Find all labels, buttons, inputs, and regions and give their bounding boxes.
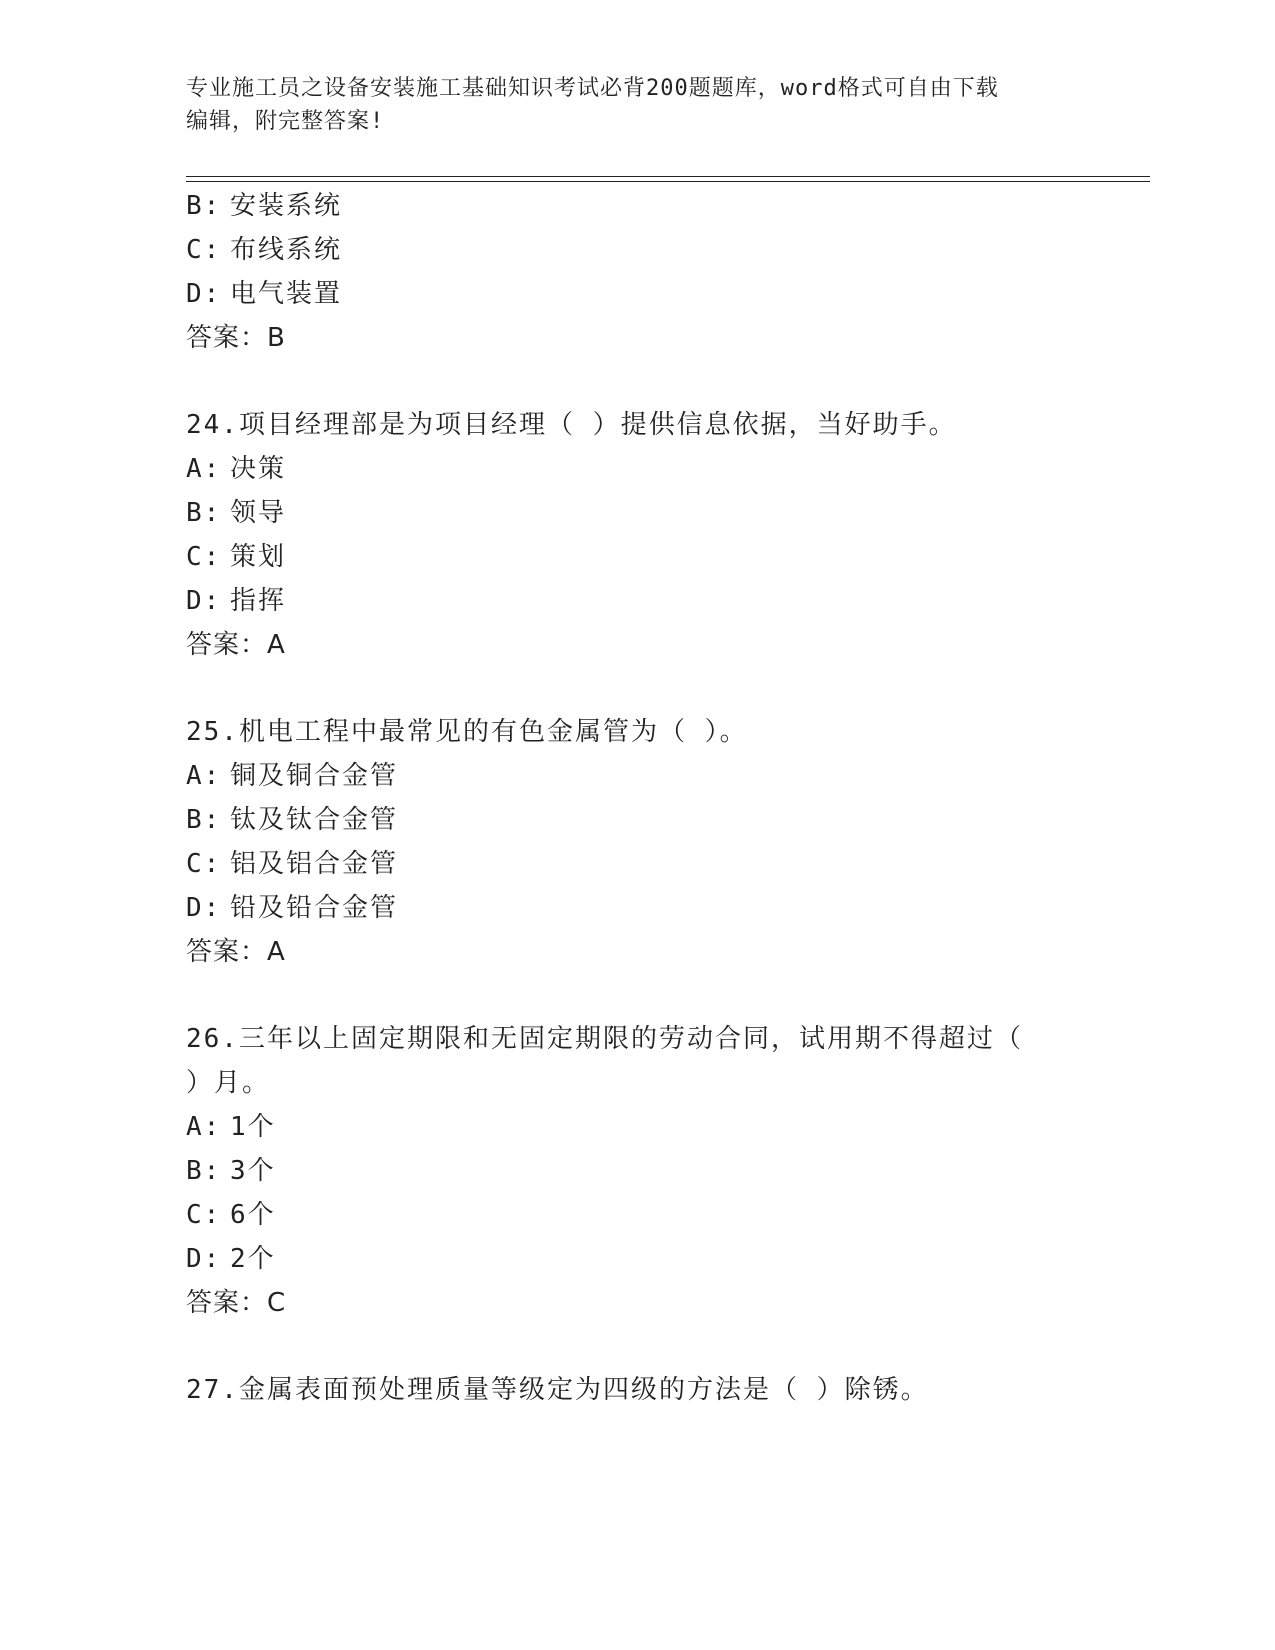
- option-text: 6个: [230, 1200, 276, 1230]
- option-letter: A:: [186, 761, 222, 791]
- header-line-2: 编辑，附完整答案!: [186, 109, 385, 134]
- q26-option-d: [186, 1242, 276, 1276]
- option-letter: B:: [186, 498, 222, 528]
- option-letter: D:: [186, 586, 222, 616]
- option-letter: B:: [186, 1156, 222, 1186]
- q24-option-a: [186, 452, 286, 486]
- option-letter: D:: [186, 1244, 222, 1274]
- option-text: 决策: [230, 454, 287, 484]
- option-text: 2个: [230, 1244, 276, 1274]
- q26-option-c: [186, 1198, 276, 1232]
- q25-option-a: [186, 759, 398, 793]
- q26-question-line-2: ）月。: [186, 1068, 271, 1098]
- option-letter: C:: [186, 1200, 222, 1230]
- q25-question: 25.机电工程中最常见的有色金属管为（ ）。: [186, 717, 748, 747]
- q26-option-b: [186, 1154, 276, 1188]
- q26-option-a: [186, 1110, 276, 1144]
- option-letter: D:: [186, 893, 222, 923]
- q25-answer: 答案：A: [186, 937, 286, 967]
- q24-option-b: [186, 496, 286, 530]
- option-letter: C:: [186, 235, 222, 265]
- q26-question-line-1: 26.三年以上固定期限和无固定期限的劳动合同，试用期不得超过（: [186, 1024, 1023, 1054]
- header-divider-bottom: [186, 181, 1150, 182]
- option-letter: A:: [186, 1112, 222, 1142]
- option-letter: D:: [186, 279, 222, 309]
- header-divider-top: [186, 176, 1150, 177]
- q24-option-c: [186, 540, 286, 574]
- q23-option-c: [186, 233, 342, 267]
- header-line-1: 专业施工员之设备安装施工基础知识考试必背200题题库，word格式可自由下载: [186, 76, 999, 101]
- q25-option-b: [186, 803, 398, 837]
- option-text: 铅及铅合金管: [230, 893, 399, 923]
- q27-question: 27.金属表面预处理质量等级定为四级的方法是（ ）除锈。: [186, 1375, 929, 1405]
- option-letter: C:: [186, 542, 222, 572]
- option-text: 安装系统: [230, 191, 343, 221]
- option-text: 电气装置: [230, 279, 343, 309]
- option-text: 铝及铝合金管: [230, 849, 399, 879]
- q24-option-d: [186, 584, 286, 618]
- document-header: [186, 72, 1086, 138]
- option-letter: B:: [186, 191, 222, 221]
- option-text: 策划: [230, 542, 287, 572]
- q25-option-c: [186, 847, 398, 881]
- q24-question: 24.项目经理部是为项目经理（ ）提供信息依据，当好助手。: [186, 410, 957, 440]
- option-text: 铜及铜合金管: [230, 761, 399, 791]
- option-text: 钛及钛合金管: [230, 805, 399, 835]
- option-letter: B:: [186, 805, 222, 835]
- q24-answer: 答案：A: [186, 630, 286, 660]
- option-text: 1个: [230, 1112, 276, 1142]
- q23-answer: 答案：B: [186, 323, 286, 353]
- option-letter: A:: [186, 454, 222, 484]
- q23-option-b: [186, 189, 342, 223]
- option-letter: C:: [186, 849, 222, 879]
- q25-option-d: [186, 891, 398, 925]
- option-text: 布线系统: [230, 235, 343, 265]
- option-text: 3个: [230, 1156, 276, 1186]
- option-text: 领导: [230, 498, 287, 528]
- q23-option-d: [186, 277, 342, 311]
- q26-answer: 答案：C: [186, 1288, 287, 1318]
- option-text: 指挥: [230, 586, 287, 616]
